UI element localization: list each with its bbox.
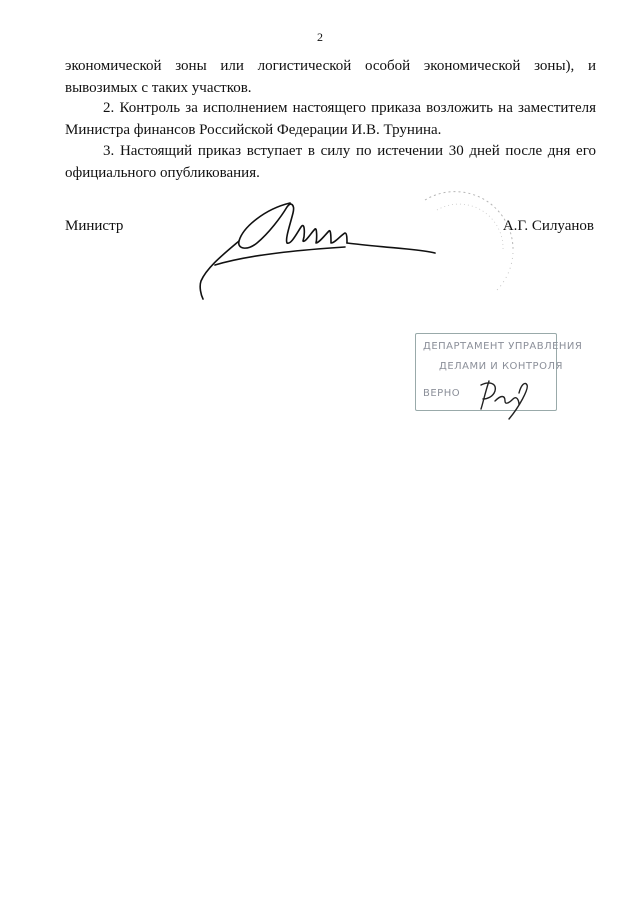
paragraph-continuation [65, 55, 596, 99]
stamp-line: ДЕПАРТАМЕНТ УПРАВЛЕНИЯ [423, 341, 583, 352]
paragraph-line: экономической зоны или логистической особой экономической зоны), и [65, 58, 596, 74]
paragraph-line: Министра финансов Российской Федерации И.В. Трунина. [65, 122, 442, 138]
signer-position: Министр [65, 218, 124, 234]
signer-name: А.Г. Силуанов [502, 218, 594, 234]
stamp-line: ВЕРНО [423, 388, 461, 399]
stamp-signature [475, 373, 535, 421]
paragraph-line: 3. Настоящий приказ вступает в силу по истечении 30 дней после дня его [103, 143, 596, 159]
paragraph-line: вывозимых с таких участков. [65, 80, 252, 96]
paragraph-item-2 [65, 97, 596, 141]
signature [195, 195, 445, 300]
paragraph-line: официального опубликования. [65, 165, 260, 181]
page-number: 2 [317, 30, 323, 44]
paragraph-line: 2. Контроль за исполнением настоящего приказа возложить на заместителя [103, 100, 596, 116]
stamp-line: ДЕЛАМИ И КОНТРОЛЯ [439, 361, 563, 372]
